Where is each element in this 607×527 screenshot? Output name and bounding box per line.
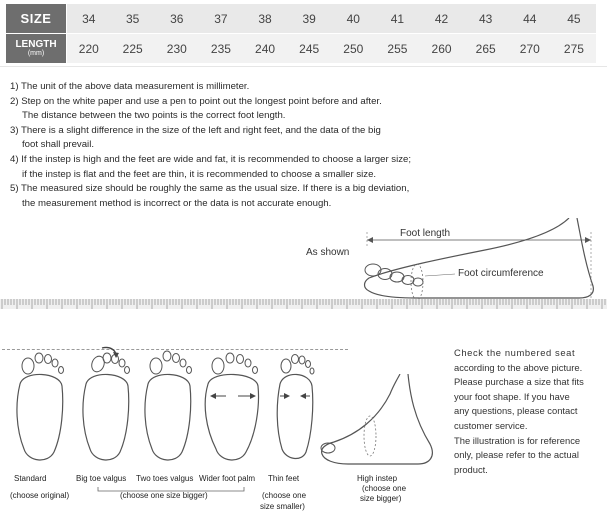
length-header-label: LENGTH (15, 38, 57, 50)
caption-choose-smaller-1: (choose one (262, 491, 307, 500)
length-cell: 265 (464, 34, 508, 64)
caption-thin-feet: Thin feet (268, 474, 300, 483)
foot-side-illustration (355, 218, 607, 300)
foot-two-toes-valgus (145, 351, 192, 460)
size-cell: 42 (420, 4, 464, 34)
caption-choose-smaller-2: size smaller) (260, 502, 305, 511)
note-line: 2) Step on the white paper and use a pen to point out the longest point before and after. (10, 95, 382, 107)
note-line: foot shall prevail. (22, 139, 94, 151)
advice-line: The illustration is for reference (454, 434, 581, 446)
caption-big-toe-valgus: Big toe valgus (76, 474, 127, 483)
length-cell: 245 (287, 34, 331, 64)
note-line: the measurement method is incorrect or the data is not accurate enough. (22, 197, 332, 209)
as-shown-label: As shown (306, 247, 350, 258)
advice-line: product. (454, 463, 488, 475)
size-cell: 34 (67, 4, 111, 34)
caption-standard: Standard (14, 474, 47, 483)
size-cell: 37 (199, 4, 243, 34)
note-line: The distance between the two points is the correct foot length. (22, 110, 286, 122)
note-line: 4) If the instep is high and the feet are wide and fat, it is recommended to choose a larger size; (10, 153, 412, 165)
length-cell: 275 (552, 34, 596, 64)
size-cell: 43 (464, 4, 508, 34)
caption-instep-bigger-2: size bigger) (360, 494, 402, 503)
caption-high-instep: High instep (357, 474, 398, 483)
length-unit: (mm) (27, 49, 45, 57)
length-cell: 240 (243, 34, 287, 64)
divider (0, 66, 607, 67)
size-header: SIZE (6, 4, 67, 34)
note-line: 5) The measured size should be roughly the same as the usual size. If there is a big deviation, (10, 183, 410, 195)
caption-two-toes-valgus: Two toes valgus (136, 474, 194, 483)
measurement-notes (10, 80, 480, 211)
size-chart-table (6, 4, 596, 64)
size-cell: 35 (111, 4, 155, 34)
advice-line: customer service. (454, 419, 528, 431)
note-line: 3) There is a slight difference in the size of the left and right feet, and the data of the big (10, 124, 381, 136)
advice-line: Please purchase a size that fits (454, 376, 584, 388)
advice-line: your foot shape. If you have (454, 390, 570, 402)
length-cell: 270 (508, 34, 552, 64)
size-cell: 39 (287, 4, 331, 34)
foot-circumference-label: Foot circumference (458, 268, 544, 279)
length-header (6, 34, 67, 64)
high-instep-illustration (318, 374, 448, 470)
length-cell: 260 (420, 34, 464, 64)
foot-standard (17, 353, 64, 460)
advice-line: only, please refer to the actual (454, 449, 579, 461)
foot-types-illustration (10, 344, 350, 469)
size-cell: 36 (155, 4, 199, 34)
caption-choose-original: (choose original) (10, 491, 70, 500)
length-cell: 225 (111, 34, 155, 64)
ruler-strip (0, 296, 607, 312)
note-line: if the instep is flat and the feet are thin, it is recommended to choose a smaller size. (22, 168, 377, 180)
foot-big-toe-valgus (83, 347, 130, 459)
advice-line: according to the above picture. (454, 361, 583, 373)
caption-instep-bigger-1: (choose one (362, 484, 407, 493)
note-line: 1) The unit of the above data measurement is millimeter. (10, 81, 250, 92)
size-cell: 45 (552, 4, 596, 34)
caption-choose-bigger: (choose one size bigger) (120, 491, 208, 500)
foot-wider-palm (205, 353, 258, 460)
length-cell: 250 (331, 34, 375, 64)
foot-thin (277, 355, 314, 459)
size-cell: 41 (375, 4, 419, 34)
size-row (6, 4, 596, 34)
advice-line: any questions, please contact (454, 405, 578, 417)
length-cell: 230 (155, 34, 199, 64)
foot-length-label: Foot length (400, 228, 451, 239)
advice-line: Check the numbered seat (454, 347, 576, 358)
length-cell: 255 (375, 34, 419, 64)
size-cell: 38 (243, 4, 287, 34)
purchase-advice (454, 346, 604, 477)
caption-wider-foot-palm: Wider foot palm (199, 474, 256, 483)
length-cell: 220 (67, 34, 111, 64)
size-cell: 44 (508, 4, 552, 34)
length-cell: 235 (199, 34, 243, 64)
size-cell: 40 (331, 4, 375, 34)
length-row (6, 34, 596, 64)
